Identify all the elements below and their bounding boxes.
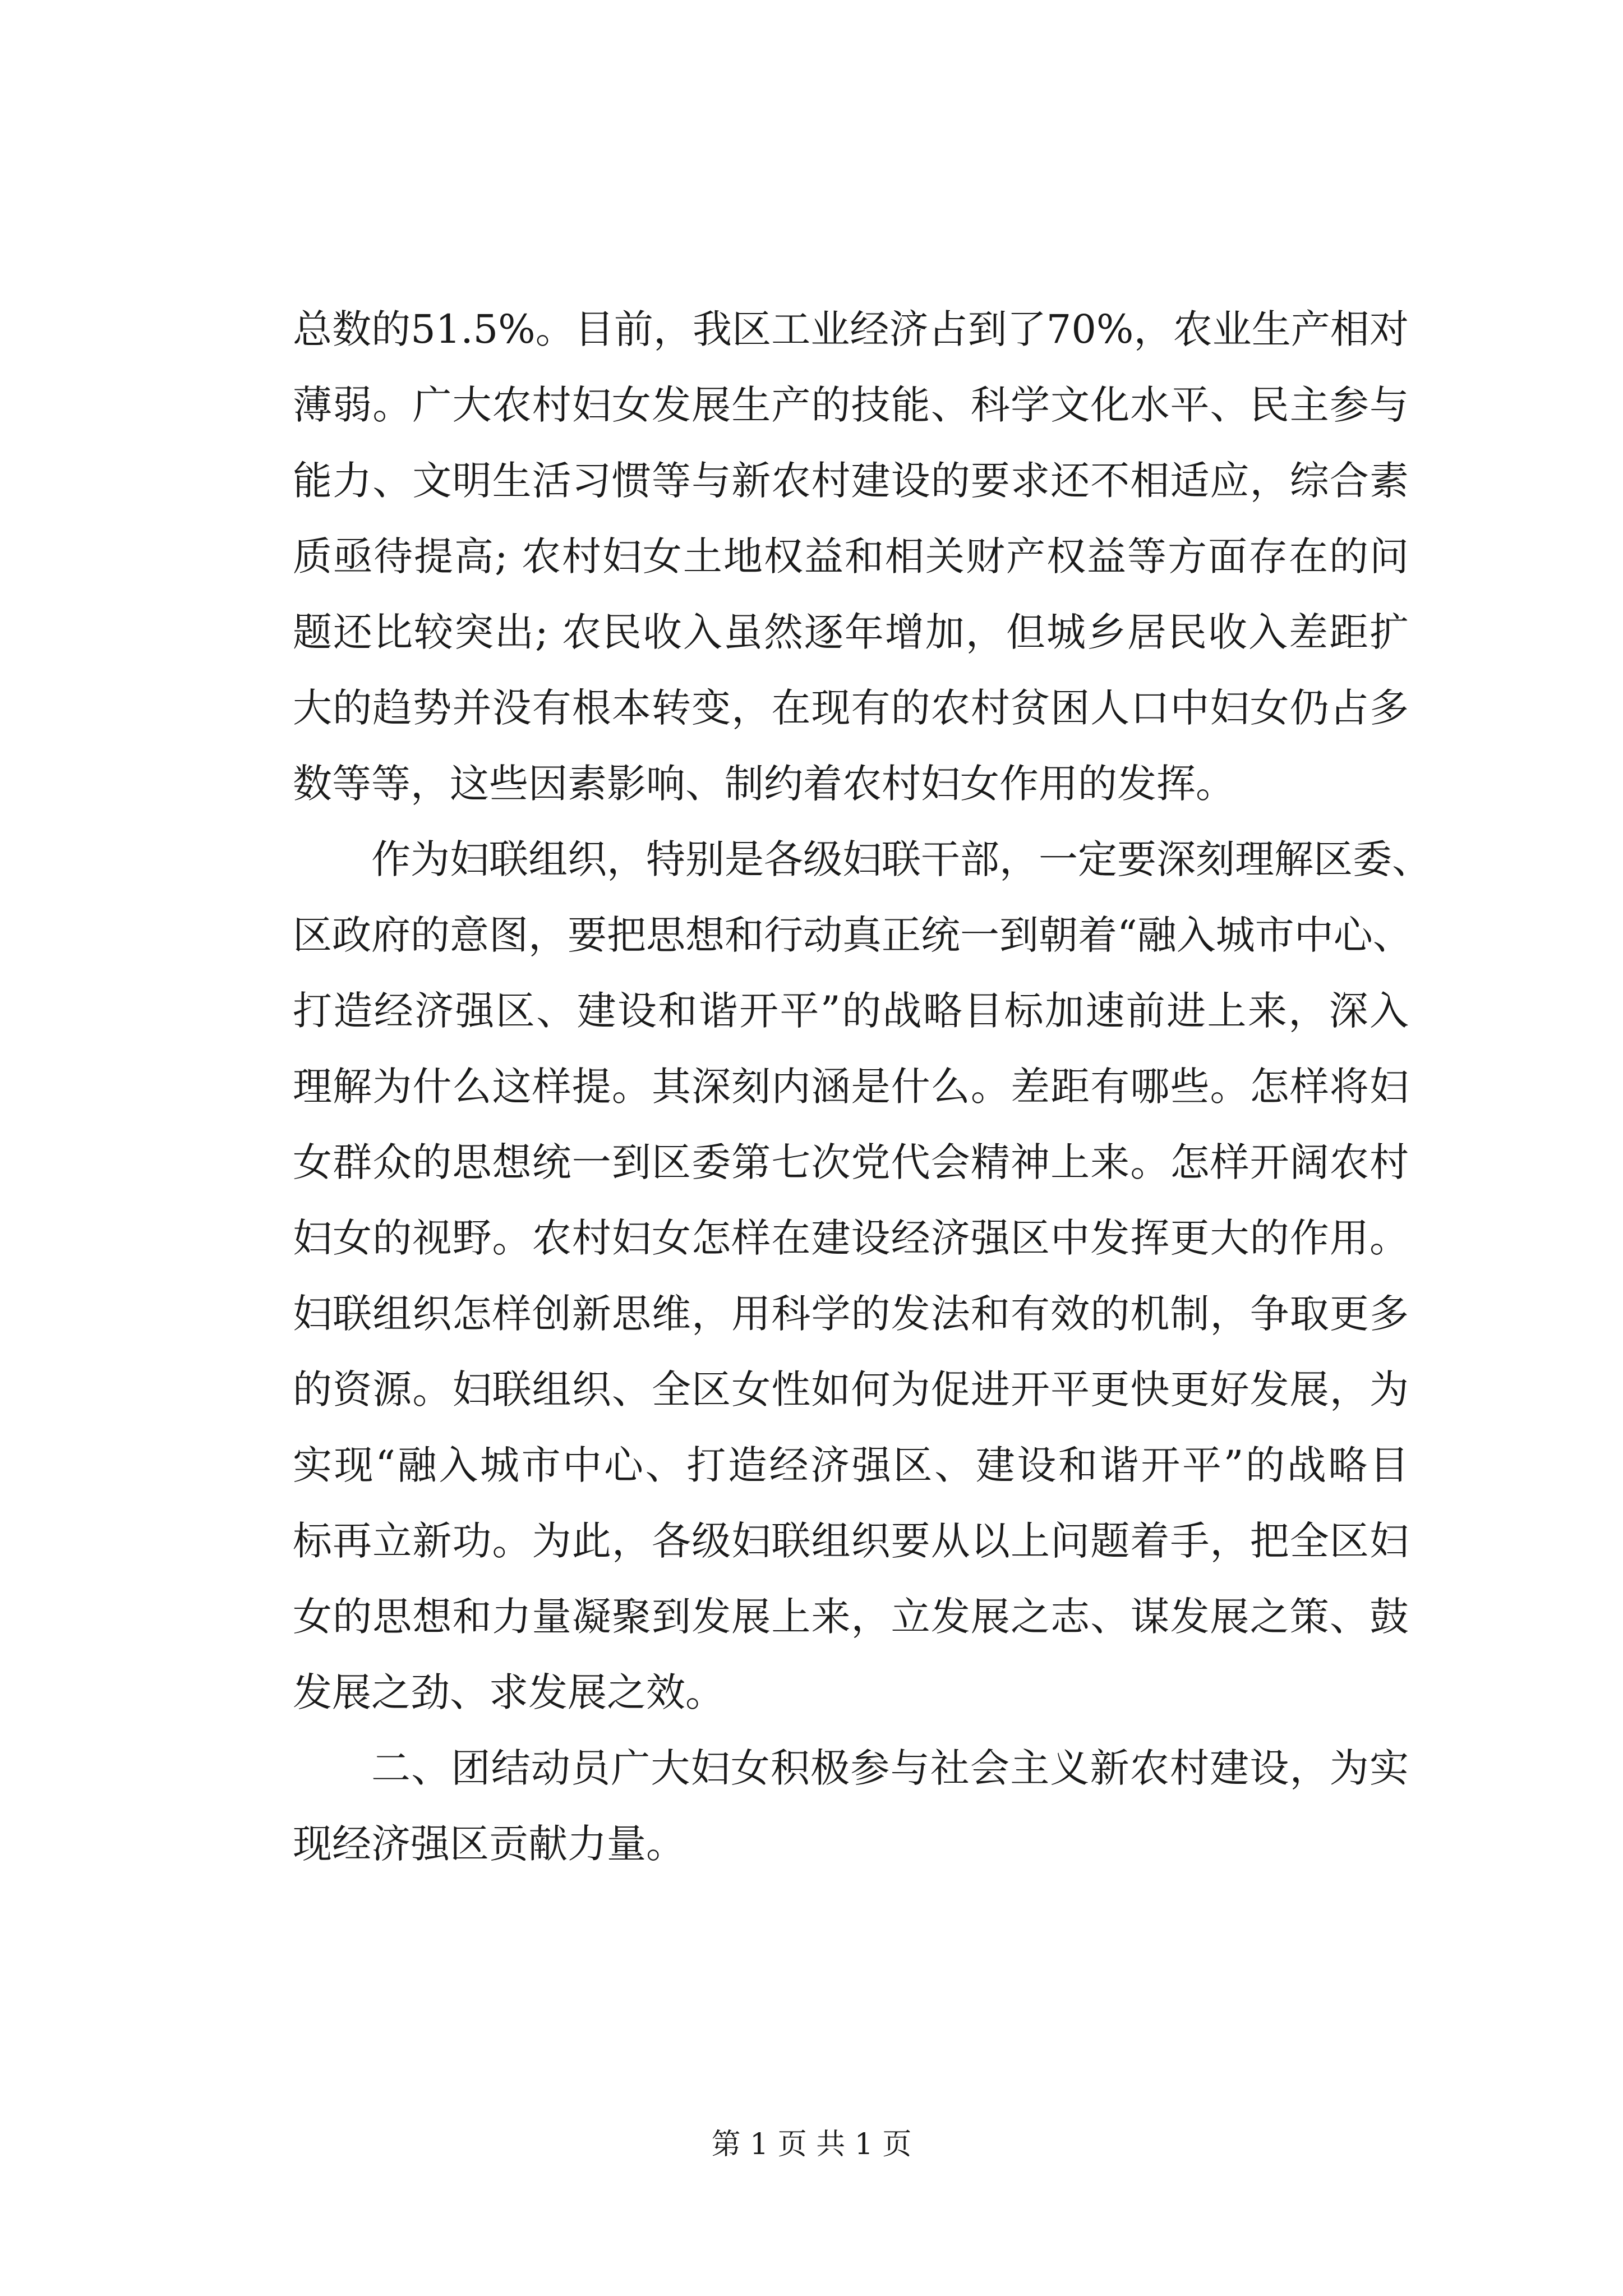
text-line: 题还比较突出; 农民收入虽然逐年增加，但城乡居民收入差距扩: [293, 609, 1409, 655]
text-line: 总数的51.5%。目前，我区工业经济占到了70%，农业生产相对: [293, 306, 1409, 352]
text-line: 实现“融入城市中心、打造经济强区、建设和谐开平”的战略目: [293, 1442, 1409, 1488]
document-body: [293, 292, 1431, 1882]
text-line: 薄弱。广大农村妇女发展生产的技能、科学文化水平、民主参与: [293, 382, 1409, 428]
text-line: 大的趋势并没有根本转变，在现有的农村贫困人口中妇女仍占多: [293, 685, 1409, 731]
text-line: 妇联组织怎样创新思维，用科学的发法和有效的机制，争取更多: [293, 1291, 1409, 1337]
text-line: 二、团结动员广大妇女积极参与社会主义新农村建设，为实: [371, 1745, 1409, 1791]
text-line: 质亟待提高; 农村妇女土地权益和相关财产权益等方面存在的问: [293, 533, 1409, 579]
text-line: 发展之劲、求发展之效。: [293, 1669, 725, 1715]
text-line: 数等等，这些因素影响、制约着农村妇女作用的发挥。: [293, 761, 1235, 807]
text-line: 女的思想和力量凝聚到发展上来，立发展之志、谋发展之策、鼓: [293, 1594, 1409, 1640]
text-line: 女群众的思想统一到区委第七次党代会精神上来。怎样开阔农村: [293, 1139, 1409, 1185]
text-line: 的资源。妇联组织、全区女性如何为促进开平更快更好发展，为: [293, 1366, 1409, 1412]
text-line: 作为妇联组织，特别是各级妇联干部，一定要深刻理解区委、: [371, 836, 1431, 882]
text-line: 现经济强区贡献力量。: [293, 1821, 685, 1867]
page-footer: 第 1 页 共 1 页: [711, 2128, 912, 2161]
text-line: 标再立新功。为此，各级妇联组织要从以上问题着手，把全区妇: [293, 1518, 1409, 1564]
text-line: 区政府的意图，要把思想和行动真正统一到朝着“融入城市中心、: [293, 912, 1412, 958]
text-line: 打造经济强区、建设和谐开平”的战略目标加速前进上来，深入: [293, 988, 1409, 1034]
text-line: 理解为什么这样提。其深刻内涵是什么。差距有哪些。怎样将妇: [293, 1064, 1409, 1110]
text-line: 妇女的视野。农村妇女怎样在建设经济强区中发挥更大的作用。: [293, 1215, 1409, 1261]
text-line: 能力、文明生活习惯等与新农村建设的要求还不相适应，综合素: [293, 458, 1409, 504]
